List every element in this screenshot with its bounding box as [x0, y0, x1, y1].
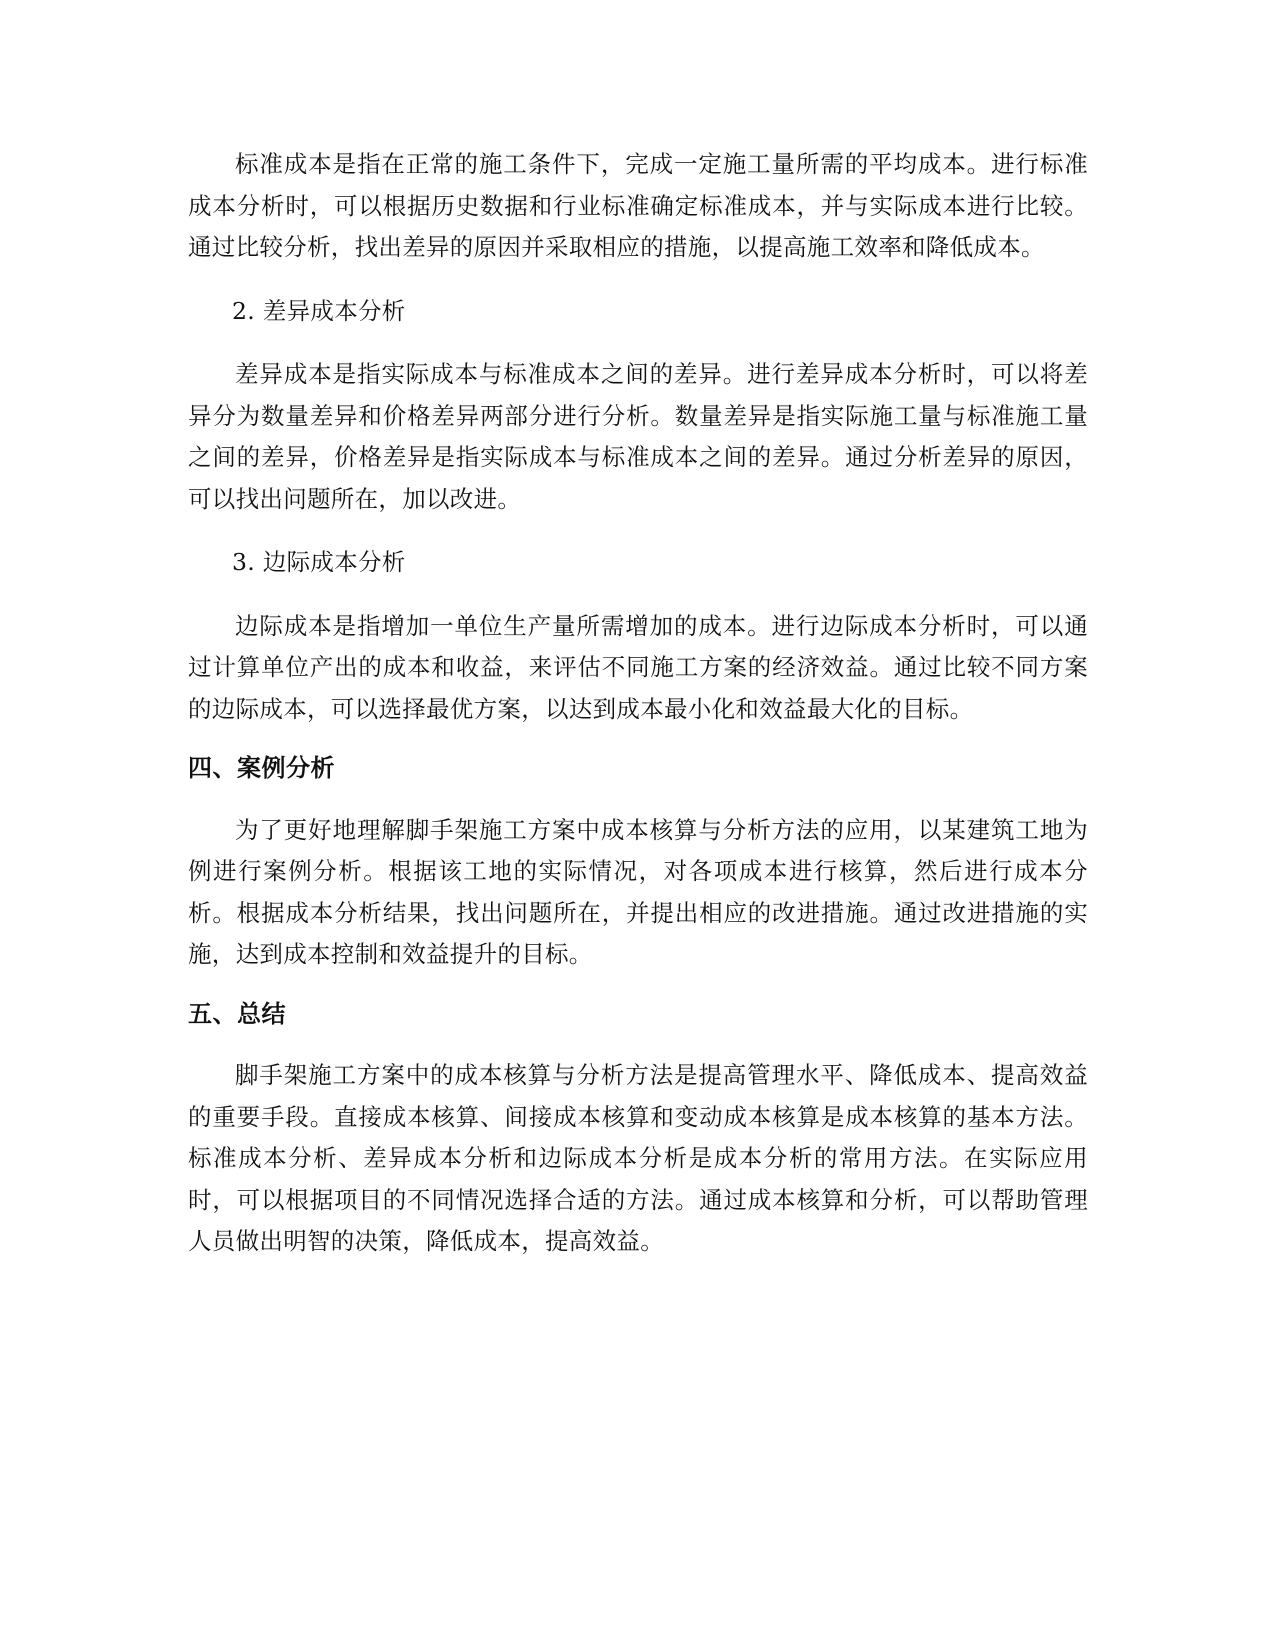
paragraph-summary: 脚手架施工方案中的成本核算与分析方法是提高管理水平、降低成本、提高效益的重要手段。直接成本核算、间接成本核算和变动成本核算是成本核算的基本方法。标准成本分析、差异成本分析和边际成本分析是成本分析的常用方法。在实际应用时，可以根据项目的不同情况选择合适的方法。通过成本核算和分析，可以帮助管理人员做出明智的决策，降低成本，提高效益。 — [188, 1061, 1088, 1255]
paragraph-case-study: 为了更好地理解脚手架施工方案中成本核算与分析方法的应用，以某建筑工地为例进行案例分析。根据该工地的实际情况，对各项成本进行核算，然后进行成本分析。根据成本分析结果，找出问题所在，并提出相应的改进措施。通过改进措施的实施，达到成本控制和效益提升的目标。 — [188, 815, 1088, 968]
paragraph-standard-cost: 标准成本是指在正常的施工条件下，完成一定施工量所需的平均成本。进行标准成本分析时，可以根据历史数据和行业标准确定标准成本，并与实际成本进行比较。通过比较分析，找出差异的原因并采取相应的措施，以提高施工效率和降低成本。 — [188, 150, 1088, 261]
paragraph-marginal-cost: 边际成本是指增加一单位生产量所需增加的成本。进行边际成本分析时，可以通过计算单位产出的成本和收益，来评估不同施工方案的经济效益。通过比较不同方案的边际成本，可以选择最优方案，以达到成本最小化和效益最大化的目标。 — [188, 611, 1088, 723]
document-body — [188, 144, 1088, 1263]
subheading-marginal-cost: 3. 边际成本分析 — [232, 548, 406, 576]
paragraph-variance-cost: 差异成本是指实际成本与标准成本之间的差异。进行差异成本分析时，可以将差异分为数量差异和价格差异两部分进行分析。数量差异是指实际施工量与标准施工量之间的差异，价格差异是指实际成本与标准成本之间的差异。通过分析差异的原因，可以找出问题所在，加以改进。 — [188, 360, 1088, 513]
section-heading-summary: 五、总结 — [188, 999, 286, 1028]
section-heading-case-study: 四、案例分析 — [188, 754, 335, 782]
subheading-variance-cost: 2. 差异成本分析 — [232, 296, 406, 325]
